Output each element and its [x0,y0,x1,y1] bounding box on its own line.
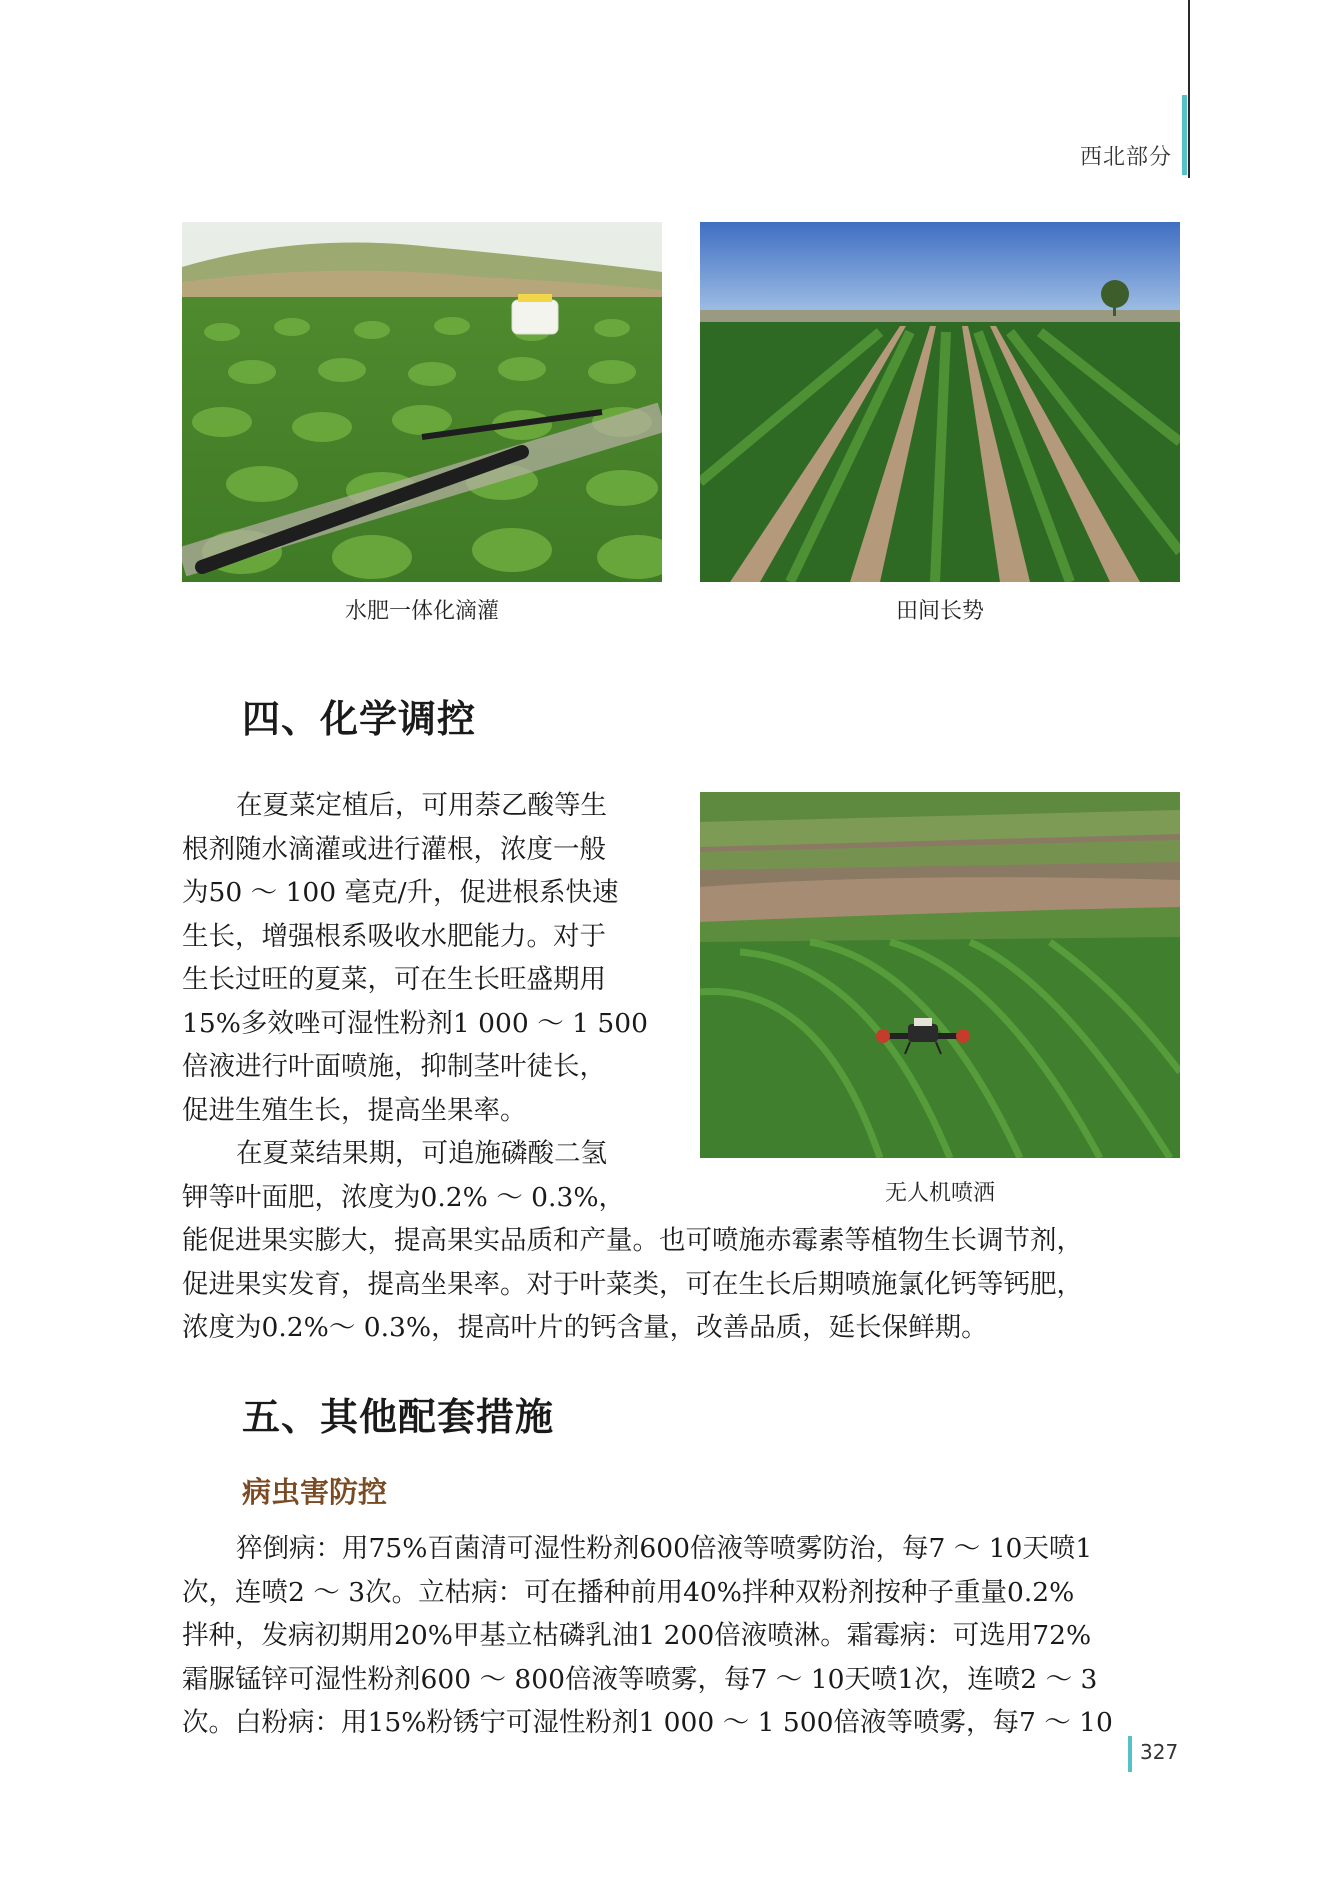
subheading-pest-control: 病虫害防控 [242,1475,388,1509]
text-line: 能促进果实膨大，提高果实品质和产量。也可喷施赤霉素等植物生长调节剂， [182,1225,1083,1256]
text-line: 次，连喷2 ～ 3次。立枯病：可在播种前用40%拌种双粉剂按种子重量0.2% [182,1576,1075,1608]
caption-drone-spraying: 无人机喷洒 [884,1181,995,1206]
text-line: 生长过旺的夏菜，可在生长旺盛期用 [182,964,606,995]
text-line: 为50 ～ 100 毫克/升，促进根系快速 [182,877,619,908]
header-rule [1188,0,1190,178]
photo-field-growth [700,222,1180,582]
text-line: 次。白粉病：用15%粉锈宁可湿性粉剂1 000 ～ 1 500倍液等喷雾，每7 ～ 10 [182,1707,1113,1738]
section5-paragraph [182,1527,1180,1745]
running-head: 西北部分 [1079,145,1172,170]
text-line: 浓度为0.2%～ 0.3%，提高叶片的钙含量，改善品质，延长保鲜期。 [182,1312,988,1343]
text-line: 生长，增强根系吸收水肥能力。对于 [182,920,606,952]
section4-paragraph-1 [182,784,662,1219]
text-line: 根剂随水滴灌或进行灌根，浓度一般 [182,833,606,865]
text-line: 倍液进行叶面喷施，抑制茎叶徒长， [182,1051,606,1082]
header-accent-bar [1182,95,1187,175]
text-line: 霜脲锰锌可湿性粉剂600 ～ 800倍液等喷雾，每7 ～ 10天喷1次，连喷2 ～ 3 [182,1663,1098,1695]
text-line: 在夏菜定植后，可用萘乙酸等生 [236,790,607,821]
section-heading-chemical-regulation: 四、化学调控 [242,697,477,741]
text-line: 在夏菜结果期，可追施磷酸二氢 [236,1138,607,1169]
section4-paragraph-2 [182,1219,1180,1350]
page-number-accent-bar [1128,1736,1132,1772]
caption-drip-irrigation: 水肥一体化滴灌 [344,599,499,624]
text-line: 拌种，发病初期用20%甲基立枯磷乳油1 200倍液喷淋。霜霉病：可选用72% [182,1620,1092,1651]
text-line: 猝倒病：用75%百菌清可湿性粉剂600倍液等喷雾防治，每7 ～ 10天喷1 [236,1533,1093,1564]
text-line: 促进生殖生长，提高坐果率。 [182,1094,527,1126]
text-line: 15%多效唑可湿性粉剂1 000 ～ 1 500 [182,1007,648,1039]
photo-drip-irrigation [182,222,662,582]
section-heading-other-measures: 五、其他配套措施 [242,1395,555,1439]
text-line: 促进果实发育，提高坐果率。对于叶菜类，可在生长后期喷施氯化钙等钙肥， [182,1268,1083,1300]
photo-drone-spraying [700,792,1180,1158]
caption-field-growth: 田间长势 [895,599,984,624]
page-number: 327 [1140,1740,1179,1764]
text-line: 钾等叶面肥，浓度为0.2% ～ 0.3%， [182,1181,625,1213]
